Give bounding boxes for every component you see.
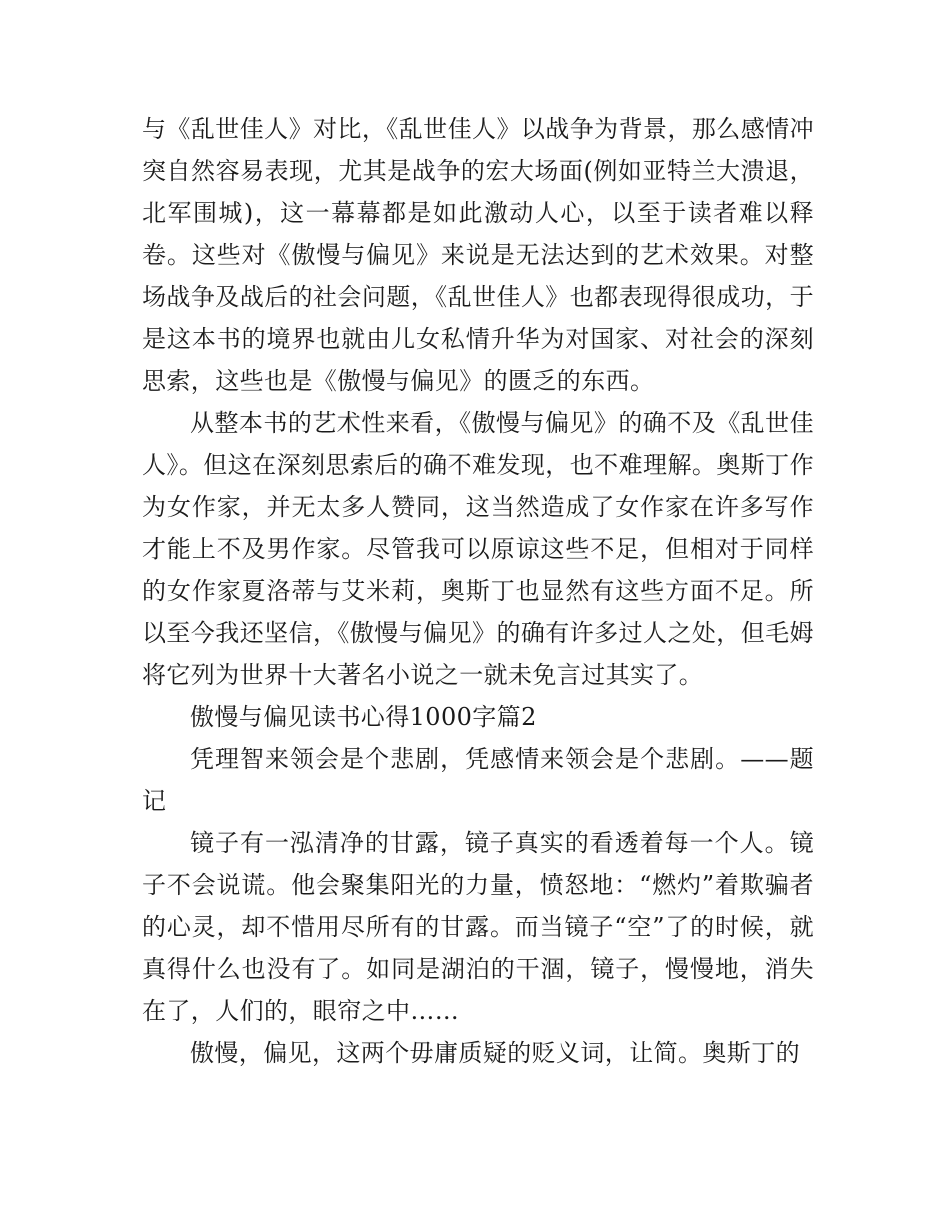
document-body xyxy=(142,108,814,1074)
paragraph-artistry: 从整本书的艺术性来看，《傲慢与偏见》的确不及《乱世佳人》。但这在深刻思索后的确不难发现，也不难理解。奥斯丁作为女作家，并无太多人赞同，这当然造成了女作家在许多写作才能上不及男作家。尽管我可以原谅这些不足，但相对于同样的女作家夏洛蒂与艾米莉，奥斯丁也显然有这些方面不足。所以至今我还坚信，《傲慢与偏见》的确有许多过人之处，但毛姆将它列为世界十大著名小说之一就未免言过其实了。 xyxy=(142,409,814,689)
epigraph: 凭理智来领会是个悲剧，凭感情来领会是个悲剧。——题记 xyxy=(142,745,814,815)
paragraph-mirror: 镜子有一泓清净的甘露，镜子真实的看透着每一个人。镜子不会说谎。他会聚集阳光的力量，愤怒地：“燃灼”着欺骗者的心灵，却不惜用尽所有的甘露。而当镜子“空”了的时候，就真得什么也没有了。如同是湖泊的干涸，镜子，慢慢地，消失在了，人们的，眼帘之中…… xyxy=(142,829,814,1025)
paragraph-comparison: 与《乱世佳人》对比，《乱世佳人》以战争为背景，那么感情冲突自然容易表现，尤其是战争的宏大场面(例如亚特兰大溃退，北军围城)，这一幕幕都是如此激动人心，以至于读者难以释卷。这些对《傲慢与偏见》来说是无法达到的艺术效果。对整场战争及战后的社会问题，《乱世佳人》也都表现得很成功，于是这本书的境界也就由儿女私情升华为对国家、对社会的深刻思索，这些也是《傲慢与偏见》的匮乏的东西。 xyxy=(142,115,814,395)
paragraph-pride-prejudice: 傲慢，偏见，这两个毋庸质疑的贬义词，让简。奥斯丁的 xyxy=(190,1039,800,1067)
section-heading: 傲慢与偏见读书心得1000字篇2 xyxy=(190,703,537,731)
